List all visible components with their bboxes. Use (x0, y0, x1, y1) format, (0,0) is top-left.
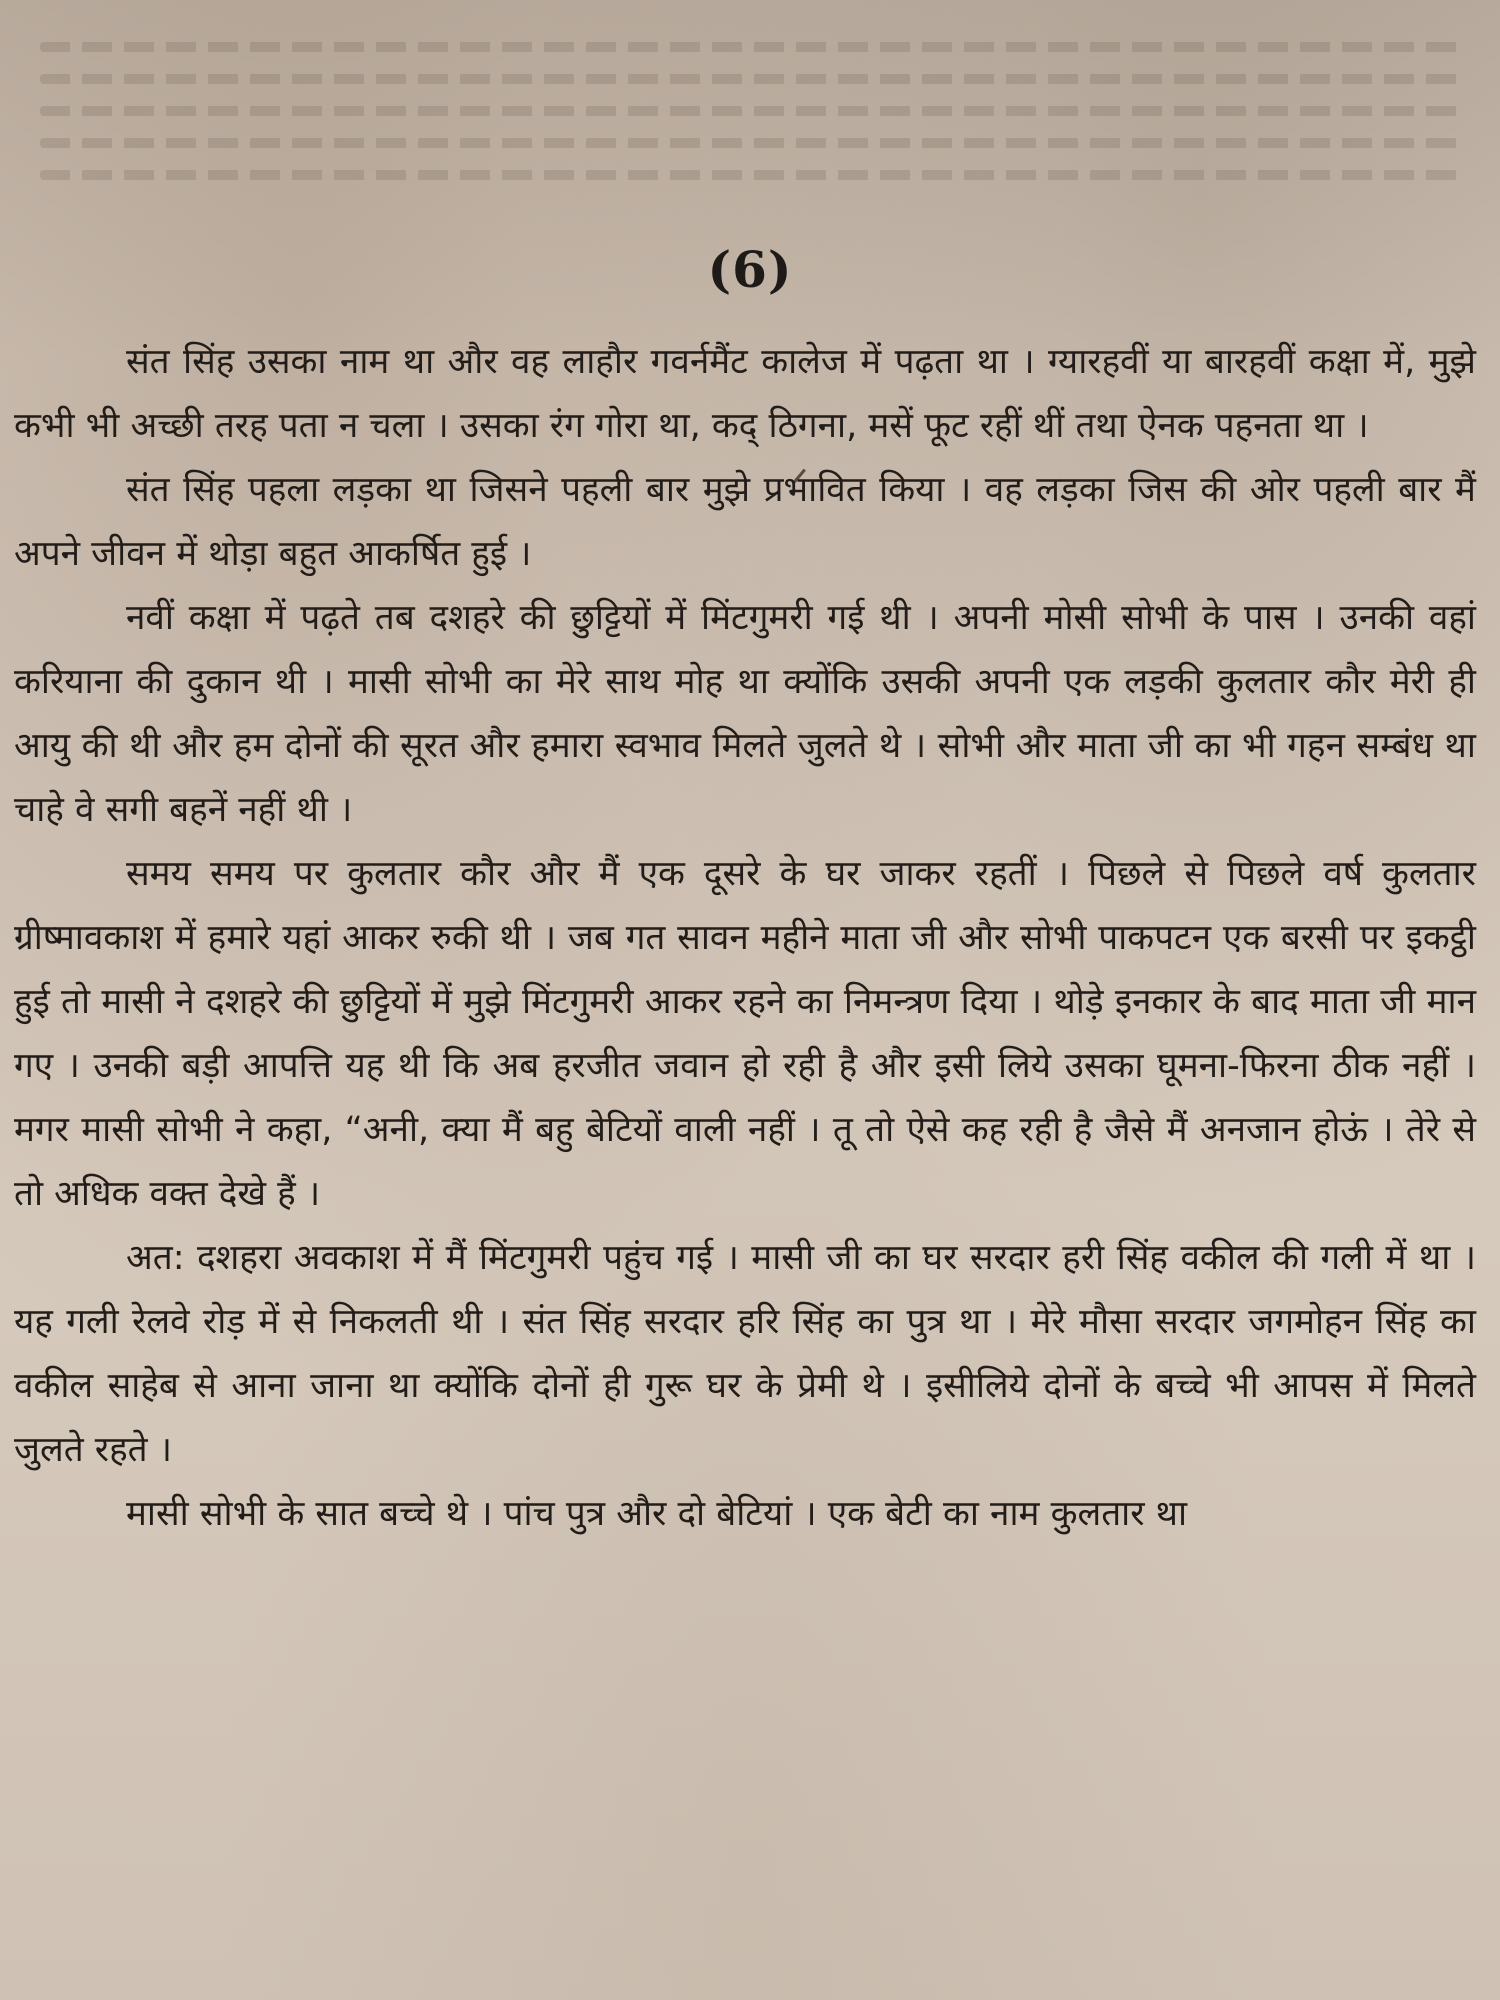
paragraph: संत सिंह उसका नाम था और वह लाहौर गवर्नमैंट कालेज में पढ़ता था । ग्यारहवीं या बारहवीं कक्षा में, मुझे कभी भी अच्छी तरह पता न चला । उसका रंग गोरा था, कद् ठिगना, मसें फूट रहीं थीं तथा ऐनक पहनता था । (14, 342, 1476, 446)
page-number: (6) (707, 240, 793, 299)
paragraph: अत: दशहरा अवकाश में मैं मिंटगुमरी पहुंच गई । मासी जी का घर सरदार हरी सिंह वकील की गली में था । यह गली रेलवे रोड़ में से निकलती थी । संत सिंह सरदार हरि सिंह का पुत्र था । मेरे मौसा सरदार जगमोहन सिंह का वकील साहेब से आना जाना था क्योंकि दोनों ही गुरू घर के प्रेमी थे । इसीलिये दोनों के बच्चे भी आपस में मिलते जुलते रहते । (14, 1238, 1476, 1470)
paragraph: संत सिंह पहला लड़का था जिसने पहली बार मुझे प्रभावित किया । वह लड़का जिस की ओर पहली बार मैं अपने जीवन में थोड़ा बहुत आकर्षित हुई । (14, 470, 1476, 574)
paragraph: नवीं कक्षा में पढ़ते तब दशहरे की छुट्टियों में मिंटगुमरी गई थी । अपनी मोसी सोभी के पास । उनकी वहां करियाना की दुकान थी । मासी सोभी का मेरे साथ मोह था क्योंकि उसकी अपनी एक लड़की कुलतार कौर मेरी ही आयु की थी और हम दोनों की सूरत और हमारा स्वभाव मिलते जुलते थे । सोभी और माता जी का भी गहन सम्बंध था चाहे वे सगी बहनें नहीं थी । (14, 598, 1476, 830)
paragraph: समय समय पर कुलतार कौर और मैं एक दूसरे के घर जाकर रहतीं । पिछले से पिछले वर्ष कुलतार ग्रीष्मावकाश में हमारे यहां आकर रुकी थी । जब गत सावन महीने माता जी और सोभी पाकपटन एक बरसी पर इकट्ठी हुई तो मासी ने दशहरे की छुट्टियों में मुझे मिंटगुमरी आकर रहने का निमन्त्रण दिया । थोड़े इनकार के बाद माता जी मान गए । उनकी बड़ी आपत्ति यह थी कि अब हरजीत जवान हो रही है और इसी लिये उसका घूमना-फिरना ठीक नहीं । मगर मासी सोभी ने कहा, “अनी, क्या मैं बहु बेटियों वाली नहीं । तू तो ऐसे कह रही है जैसे मैं अनजान होऊं । तेरे से तो अधिक वक्त देखे हैं । (14, 854, 1476, 1214)
page-body (14, 330, 1476, 1546)
bleed-through-text (40, 20, 1460, 210)
paragraph: मासी सोभी के सात बच्चे थे । पांच पुत्र और दो बेटियां । एक बेटी का नाम कुलतार था (126, 1494, 1188, 1534)
